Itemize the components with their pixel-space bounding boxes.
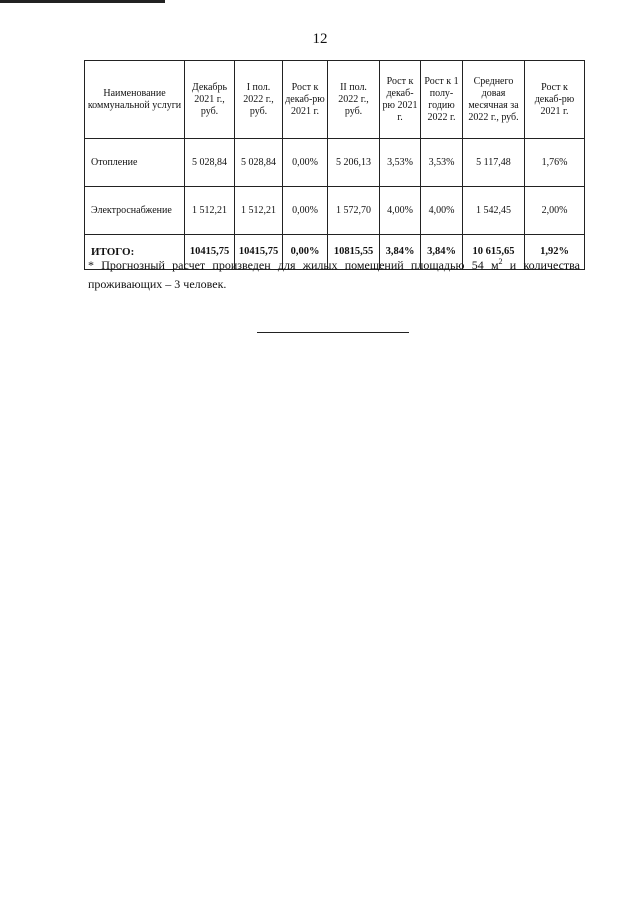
table-cell: 5 028,84 [185,139,235,187]
scan-edge-mark [0,0,165,3]
tariff-table [84,60,585,270]
total-cell: 3,84% [421,235,463,270]
total-cell: 1,92% [525,235,585,270]
total-cell: 10815,55 [328,235,380,270]
header-cell: II пол. 2022 г., руб. [328,61,380,139]
end-rule [257,332,409,333]
total-cell: 10 615,65 [463,235,525,270]
table-cell: 1 512,21 [235,187,283,235]
footnote-superscript: 2 [498,257,503,266]
total-cell: 10415,75 [235,235,283,270]
header-cell: I пол. 2022 г., руб. [235,61,283,139]
table-cell: 3,53% [380,139,421,187]
footnote-text-end: и количества проживающих – 3 человек. [88,258,581,291]
table-cell: 0,00% [283,139,328,187]
header-cell: Рост к 1 полу-годию 2022 г. [421,61,463,139]
table-cell: 5 206,13 [328,139,380,187]
page-number: 12 [312,31,328,47]
header-cell: Рост к декаб-рю 2021 г. [283,61,328,139]
total-cell: 0,00% [283,235,328,270]
header-cell: Рост к декаб-рю 2021 г. [380,61,421,139]
table-header-row [85,61,585,139]
table-cell: 1 512,21 [185,187,235,235]
header-cell: Наименование коммунальной услуги [85,61,185,139]
table-cell: 1,76% [525,139,585,187]
table-cell: 3,53% [421,139,463,187]
table-cell: 2,00% [525,187,585,235]
table-row [85,187,585,235]
header-cell: Среднего довая месячная за 2022 г., руб. [463,61,525,139]
header-cell: Рост к декаб-рю 2021 г. [525,61,585,139]
total-label-cell: ИТОГО: [85,235,185,270]
table-cell: 1 542,45 [463,187,525,235]
table-cell: 5 117,48 [463,139,525,187]
header-cell: Декабрь 2021 г., руб. [185,61,235,139]
total-cell: 10415,75 [185,235,235,270]
table-cell: 0,00% [283,187,328,235]
service-name-cell: Отопление [85,139,185,187]
service-name-cell: Электроснабжение [85,187,185,235]
total-cell: 3,84% [380,235,421,270]
table-row [85,139,585,187]
footnote-text-start: * Прогнозный расчет произведен для жилых помещений площадью 54 м [88,258,499,272]
table-cell: 5 028,84 [235,139,283,187]
table-cell: 4,00% [380,187,421,235]
footnote [88,256,580,294]
table-cell: 4,00% [421,187,463,235]
table-cell: 1 572,70 [328,187,380,235]
